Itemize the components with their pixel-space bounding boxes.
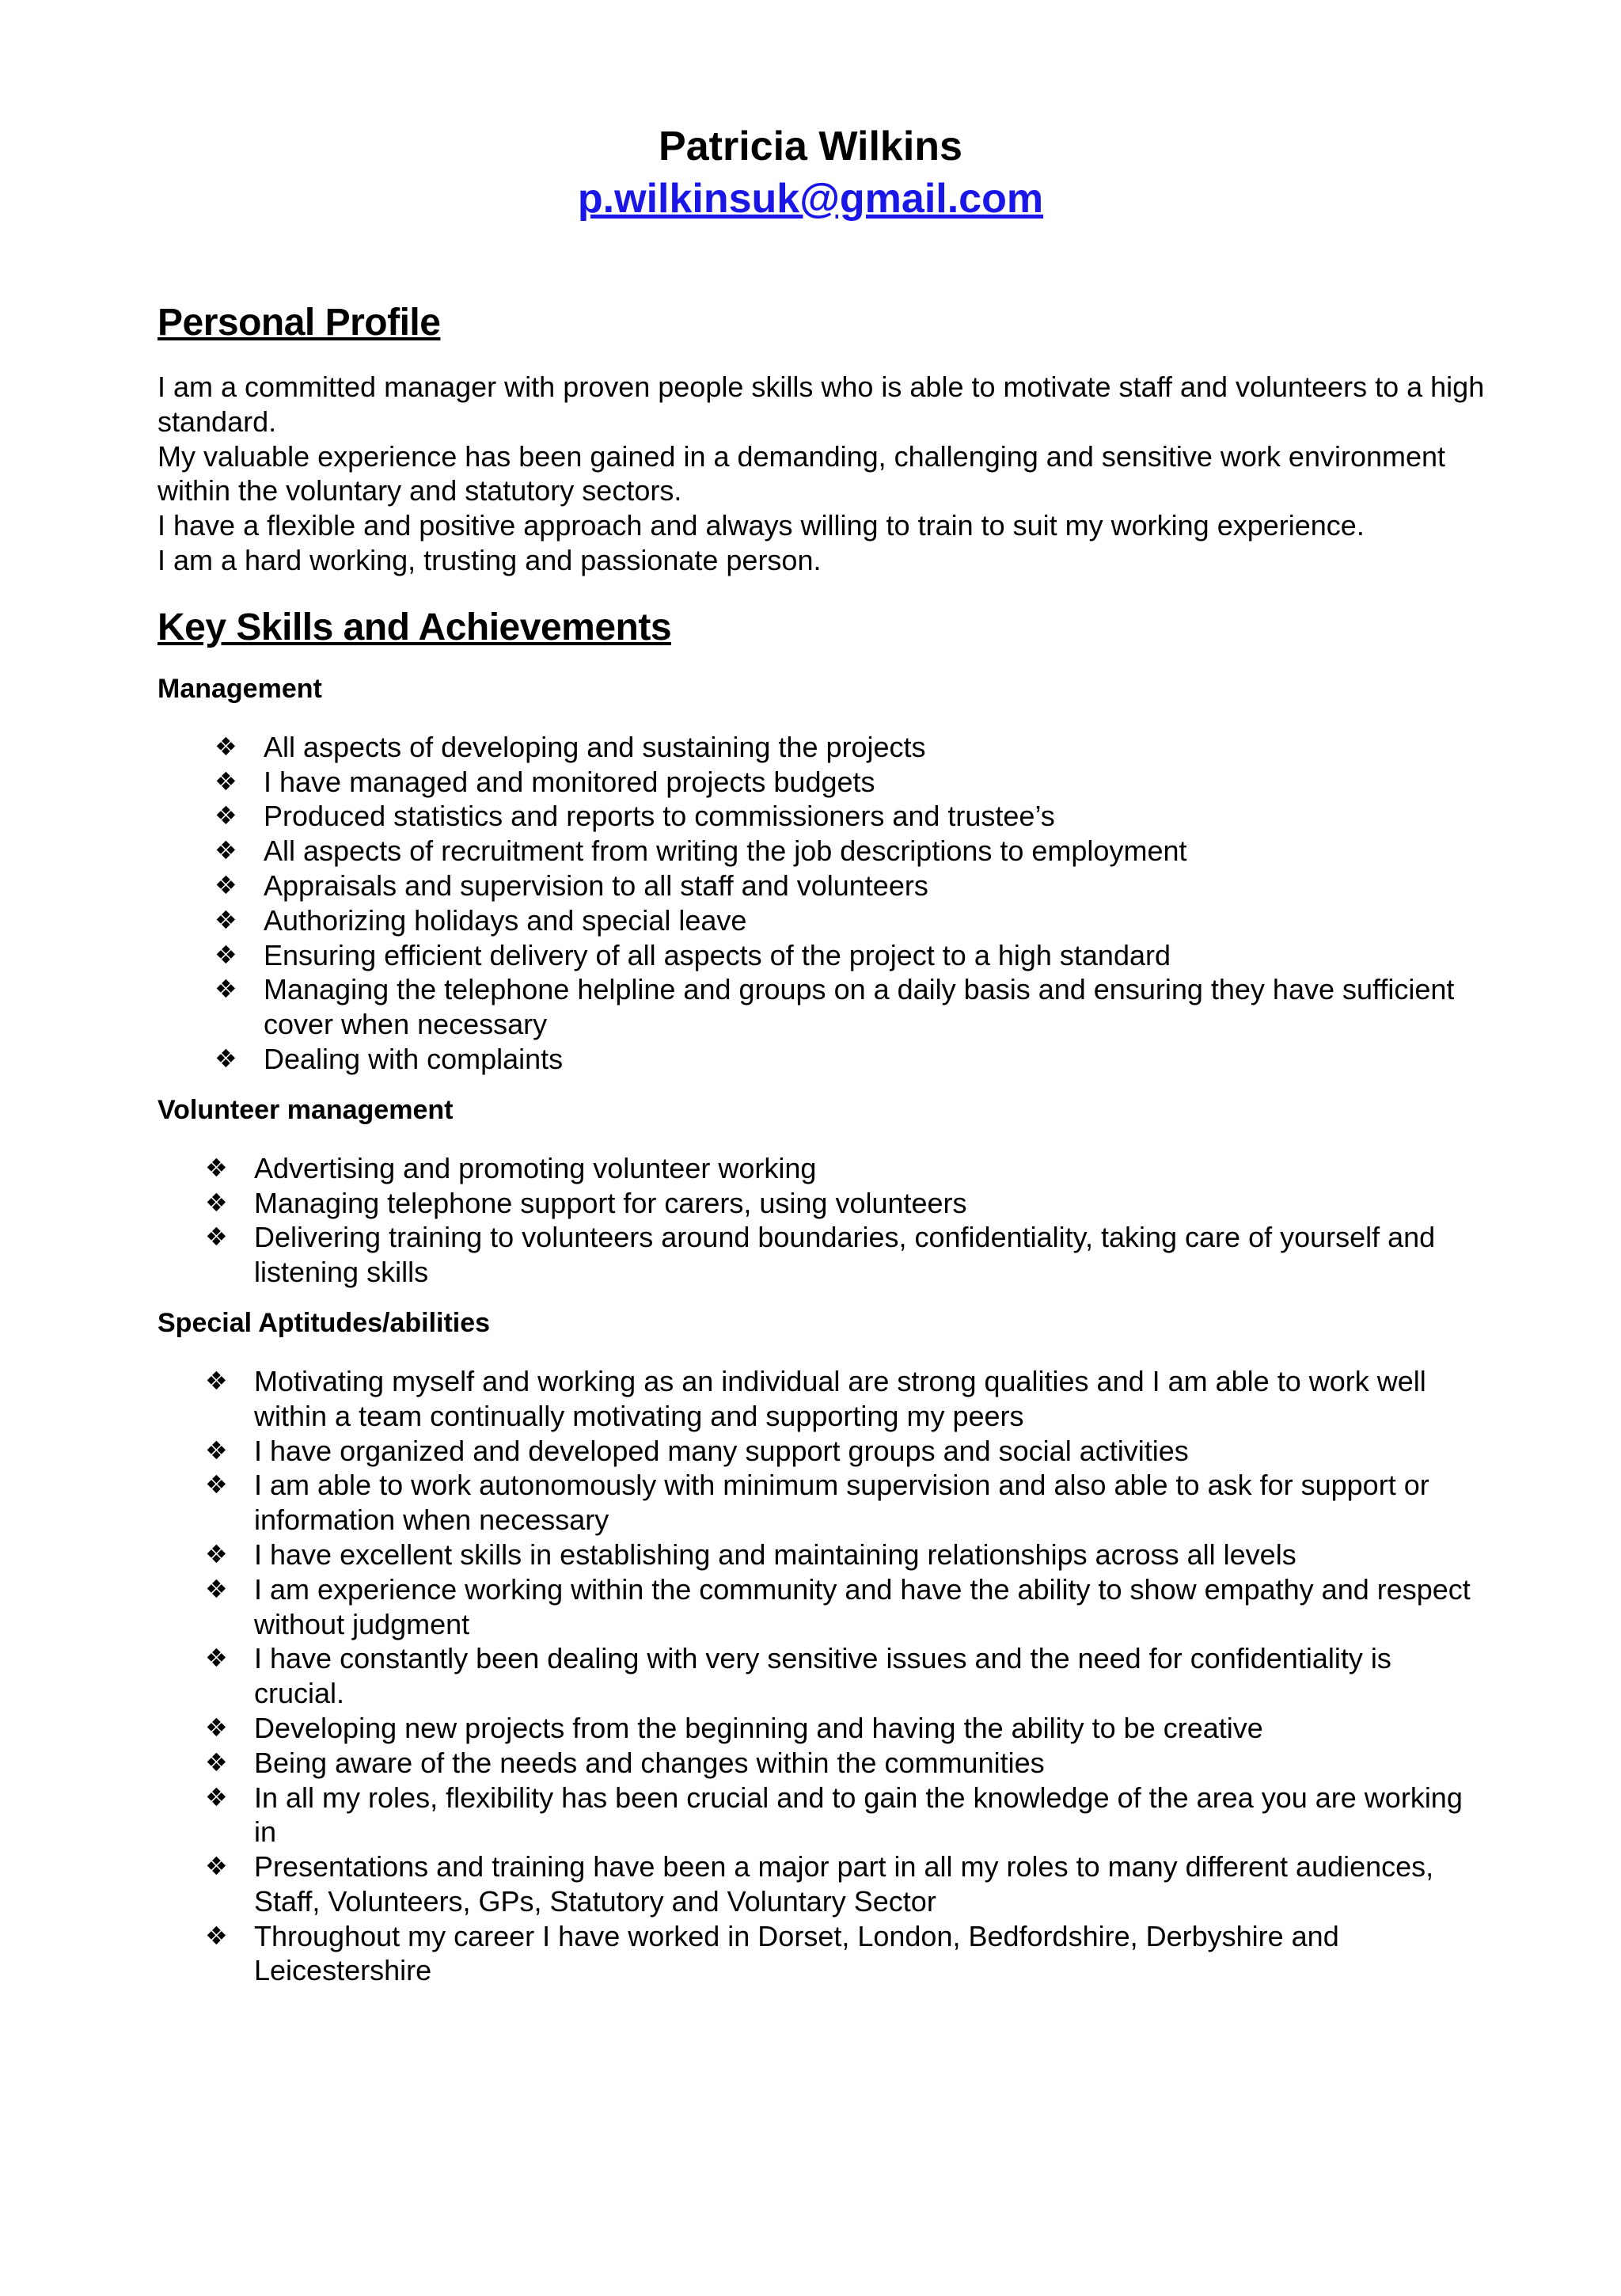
list-item: ❖ Managing the telephone helpline and groups on a daily basis and ensuring they have sufficient cover when necessary xyxy=(214,973,1455,1041)
management-list xyxy=(158,730,1487,1077)
cv-content xyxy=(158,297,1487,1988)
diamond-bullet-icon: ❖ xyxy=(205,1712,228,1743)
diamond-bullet-icon: ❖ xyxy=(214,869,237,900)
list-item: ❖ In all my roles, flexibility has been crucial and to gain the knowledge of the area you are working in xyxy=(205,1781,1463,1849)
volunteer-management-list xyxy=(158,1151,1487,1290)
diamond-bullet-icon: ❖ xyxy=(205,1222,228,1253)
profile-paragraph: My valuable experience has been gained in a demanding, challenging and sensitive work environment within the voluntary and statutory sectors. xyxy=(158,439,1446,507)
list-item: ❖ Advertising and promoting volunteer working xyxy=(205,1151,817,1184)
diamond-bullet-icon: ❖ xyxy=(214,939,237,970)
diamond-bullet-icon: ❖ xyxy=(205,1187,228,1218)
profile-paragraph: I am a hard working, trusting and passionate person. xyxy=(158,543,822,576)
diamond-bullet-icon: ❖ xyxy=(205,1747,228,1777)
list-item: ❖ I am experience working within the community and have the ability to show empathy and respect without judgment xyxy=(205,1572,1471,1640)
list-item: ❖ Throughout my career I have worked in Dorset, London, Bedfordshire, Derbyshire and Leicestershire xyxy=(205,1919,1339,1987)
volunteer-management-heading: Volunteer management xyxy=(158,1094,454,1125)
diamond-bullet-icon: ❖ xyxy=(205,1851,228,1882)
list-item: ❖ I have constantly been dealing with very sensitive issues and the need for confidentiality is crucial. xyxy=(205,1642,1391,1710)
diamond-bullet-icon: ❖ xyxy=(205,1469,228,1500)
list-item: ❖ Motivating myself and working as an individual are strong qualities and I am able to work well within a team continually motivating and supporting my peers xyxy=(205,1364,1426,1432)
diamond-bullet-icon: ❖ xyxy=(205,1365,228,1396)
profile-heading: Personal Profile xyxy=(158,302,441,344)
list-item: ❖ Ensuring efficient delivery of all aspects of the project to a high standard xyxy=(214,938,1171,971)
profile-text xyxy=(158,370,1487,578)
list-item: ❖ Produced statistics and reports to commissioners and trustee’s xyxy=(214,800,1055,833)
list-item: ❖ Authorizing holidays and special leave xyxy=(214,903,747,937)
diamond-bullet-icon: ❖ xyxy=(214,800,237,831)
diamond-bullet-icon: ❖ xyxy=(205,1538,228,1569)
list-item: ❖ Appraisals and supervision to all staff and volunteers xyxy=(214,869,928,902)
list-item: ❖ Being aware of the needs and changes within the communities xyxy=(205,1746,1045,1779)
diamond-bullet-icon: ❖ xyxy=(205,1920,228,1951)
list-item: ❖ Developing new projects from the beginning and having the ability to be creative xyxy=(205,1711,1263,1744)
diamond-bullet-icon: ❖ xyxy=(214,731,237,762)
diamond-bullet-icon: ❖ xyxy=(205,1152,228,1183)
diamond-bullet-icon: ❖ xyxy=(214,904,237,935)
list-item: ❖ All aspects of recruitment from writing the job descriptions to employment xyxy=(214,834,1187,868)
list-item: ❖ I am able to work autonomously with minimum supervision and also able to ask for support or information when necessary xyxy=(205,1469,1429,1537)
list-item: ❖ All aspects of developing and sustaining the projects xyxy=(214,730,926,763)
list-item: ❖ Delivering training to volunteers around boundaries, confidentiality, taking care of yourself and listening skills xyxy=(205,1221,1436,1289)
diamond-bullet-icon: ❖ xyxy=(214,1043,237,1074)
list-item: ❖ Presentations and training have been a major part in all my roles to many different audiences, Staff, Volunteers, GPs, Statutory and Voluntary Sector xyxy=(205,1850,1434,1918)
skills-heading: Key Skills and Achievements xyxy=(158,606,672,648)
diamond-bullet-icon: ❖ xyxy=(205,1435,228,1465)
diamond-bullet-icon: ❖ xyxy=(205,1573,228,1604)
special-aptitudes-heading: Special Aptitudes/abilities xyxy=(158,1307,491,1338)
diamond-bullet-icon: ❖ xyxy=(214,974,237,1005)
management-heading: Management xyxy=(158,673,322,704)
email-link[interactable]: p.wilkinsuk@gmail.com xyxy=(577,176,1044,222)
list-item: ❖ I have managed and monitored projects budgets xyxy=(214,765,875,798)
profile-paragraph: I have a flexible and positive approach and always willing to train to suit my working experience. xyxy=(158,509,1365,542)
diamond-bullet-icon: ❖ xyxy=(214,766,237,796)
list-item: ❖ Dealing with complaints xyxy=(214,1042,564,1075)
list-item: ❖ I have excellent skills in establishing and maintaining relationships across all levels xyxy=(205,1538,1296,1571)
special-aptitudes-list xyxy=(158,1364,1487,1988)
list-item: ❖ Managing telephone support for carers, using volunteers xyxy=(205,1186,967,1219)
diamond-bullet-icon: ❖ xyxy=(214,835,237,866)
candidate-name: Patricia Wilkins xyxy=(659,124,962,169)
profile-paragraph: I am a committed manager with proven people skills who is able to motivate staff and volunteers to a high standard. xyxy=(158,371,1485,438)
list-item: ❖ I have organized and developed many support groups and social activities xyxy=(205,1434,1189,1467)
diamond-bullet-icon: ❖ xyxy=(205,1781,228,1812)
diamond-bullet-icon: ❖ xyxy=(205,1643,228,1674)
